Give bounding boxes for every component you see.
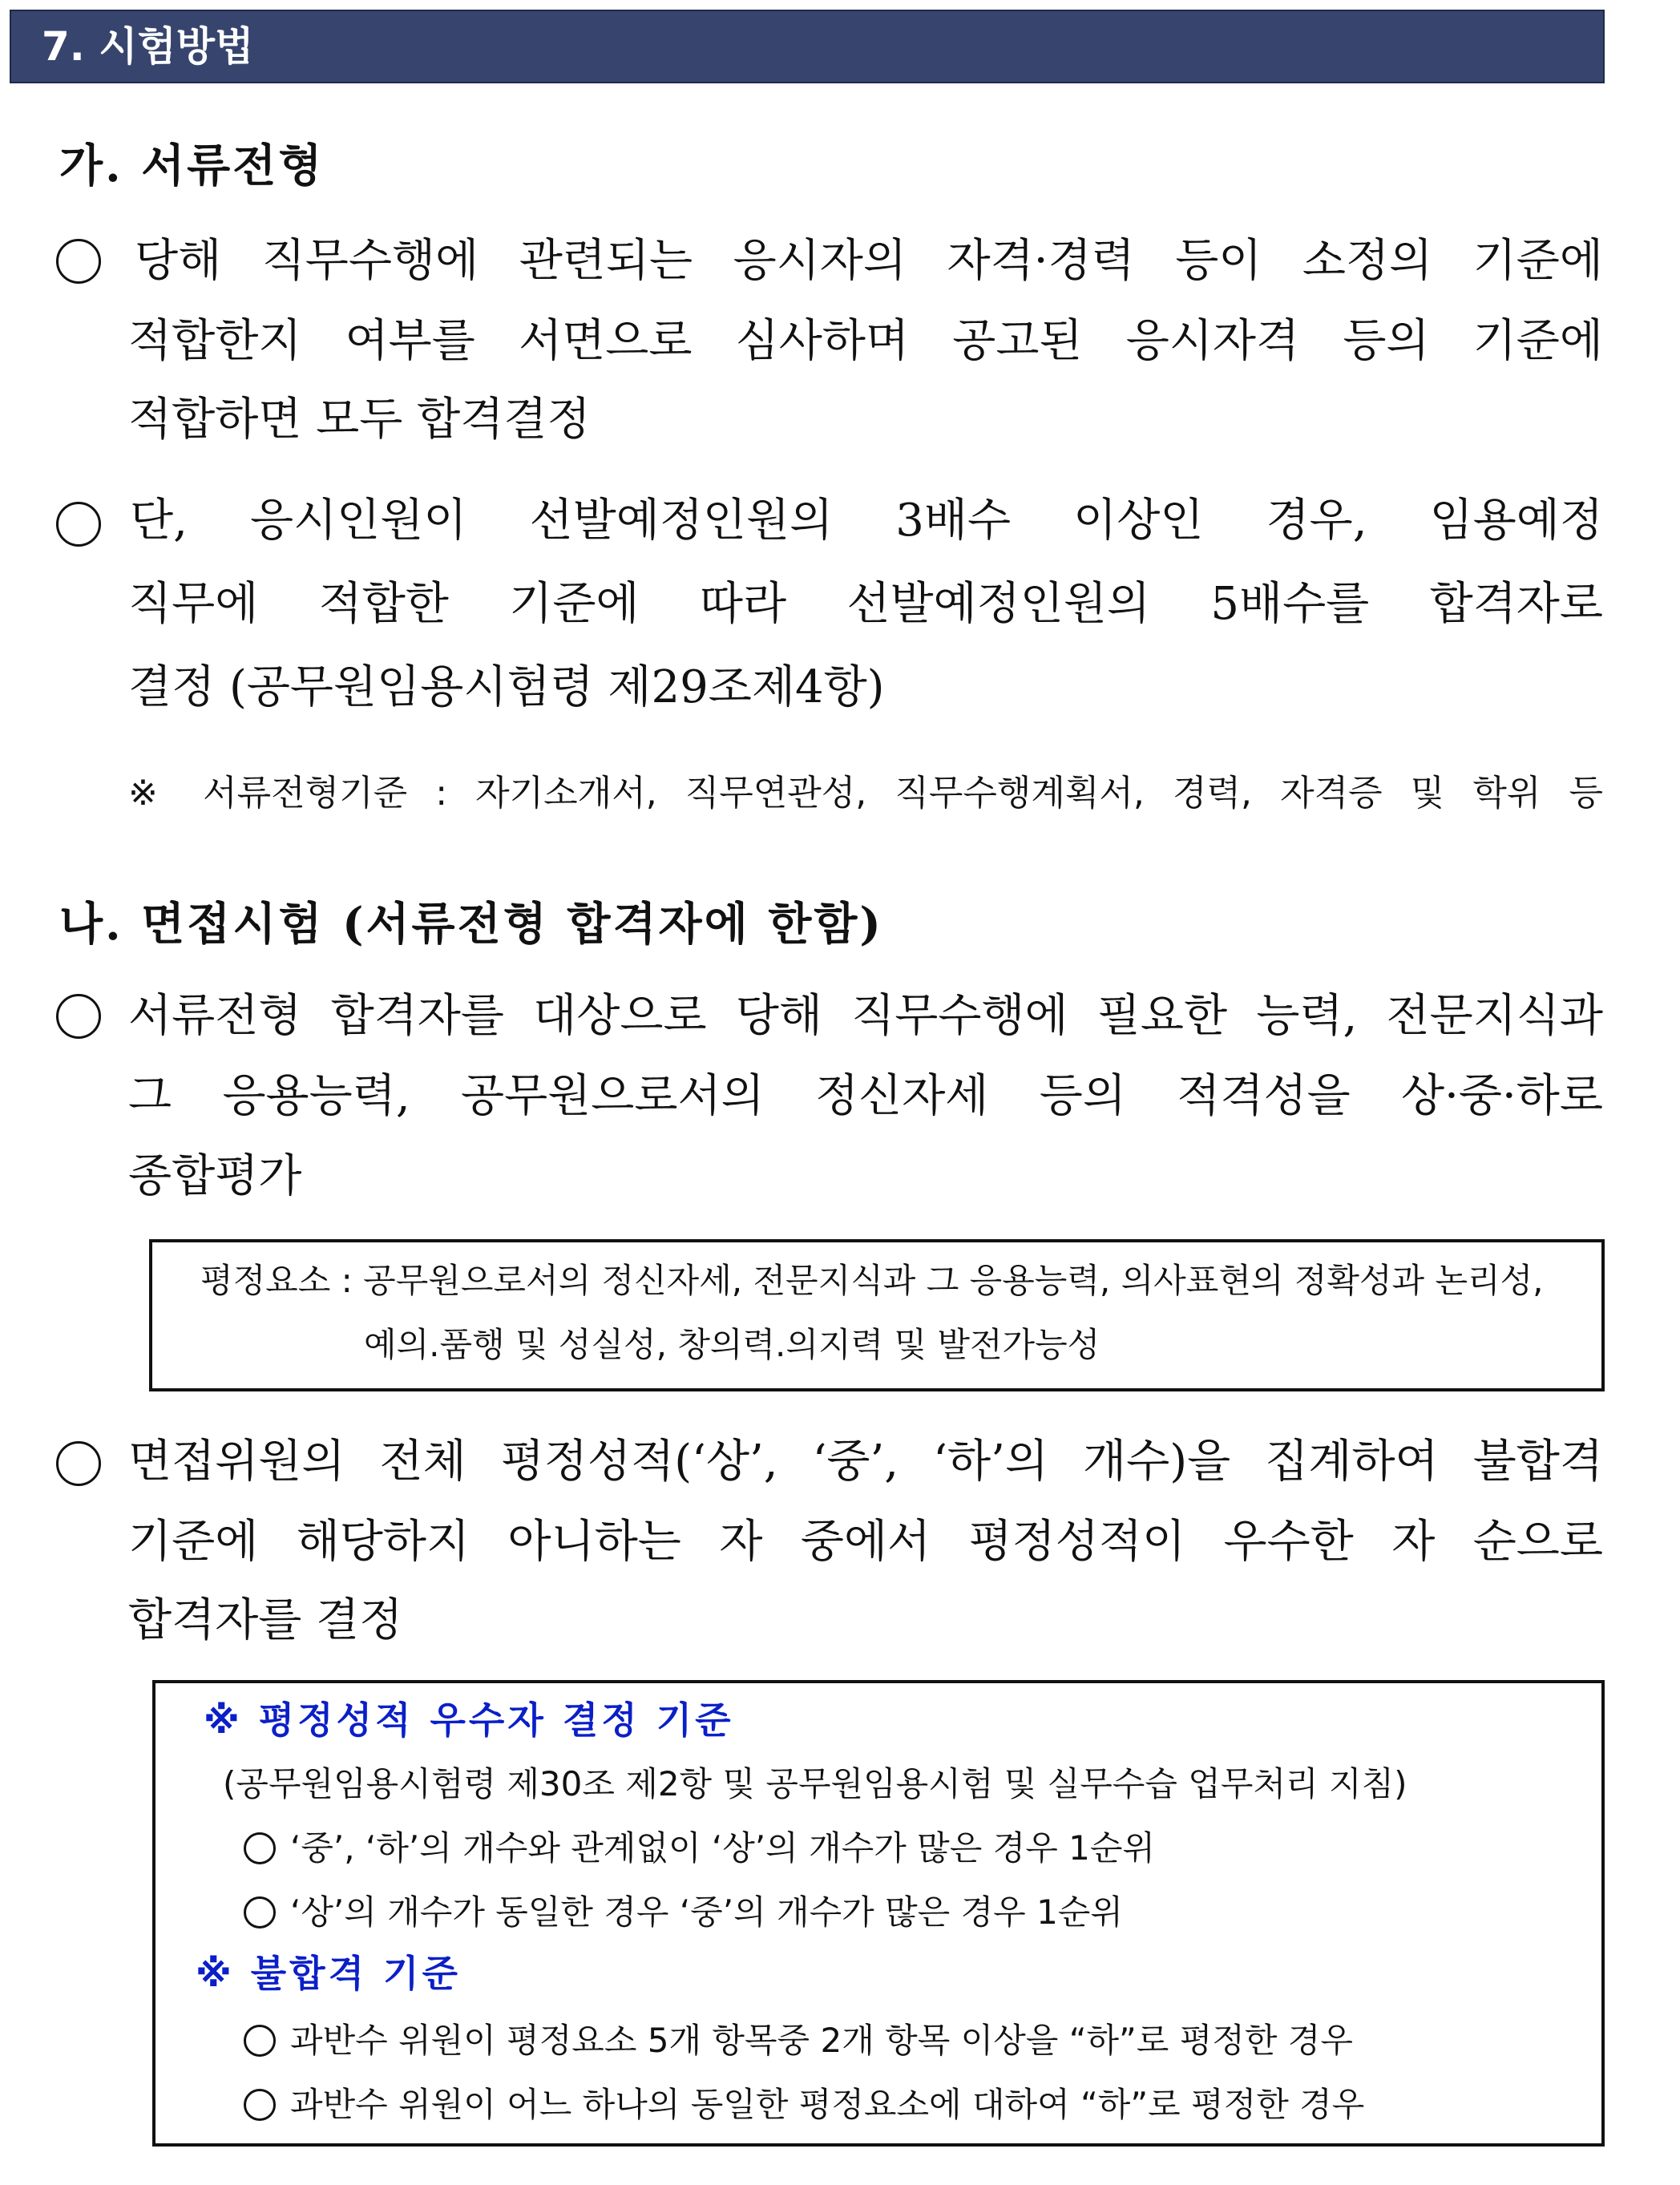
failure-rule: 과반수 위원이 어느 하나의 동일한 평정요소에 대하여 “하”로 평정한 경우: [244, 2082, 1364, 2127]
failure-criteria-title: ※ 불합격 기준: [196, 1952, 461, 1995]
section-title-banner: [10, 10, 1605, 83]
bullet-circle-icon: [56, 994, 101, 1039]
paragraph-line: 적합한지 여부를 서면으로 심사하며 공고된 응시자격 등의 기준에: [128, 315, 1603, 367]
screening-criteria-note: ※ 서류전형기준 : 자기소개서, 직무연관성, 직무수행계획서, 경력, 자격증 및 학위 등: [128, 773, 1603, 814]
bullet-circle-icon: [244, 1832, 276, 1864]
bullet-circle-icon: [244, 2025, 276, 2057]
evaluation-factors-line: 평정요소 : 공무원으로서의 정신자세, 전문지식과 그 응용능력, 의사표현의 정확성과 논리성,: [200, 1261, 1544, 1300]
paragraph-line: 직무에 적합한 기준에 따라 선발예정인원의 5배수를 합격자로: [128, 578, 1603, 630]
paragraph-line: 종합평가: [128, 1150, 302, 1202]
decision-criteria-box: [152, 1680, 1605, 2147]
paragraph-line: 단, 응시인원이 선발예정인원의 3배수 이상인 경우, 임용예정: [130, 495, 1603, 547]
failure-rule: 과반수 위원이 평정요소 5개 항목중 2개 항목 이상을 “하”로 평정한 경우: [244, 2018, 1353, 2063]
decision-source: (공무원임용시험령 제30조 제2항 및 공무원임용시험 및 실무수습 업무처리 지침): [223, 1764, 1407, 1803]
bullet-circle-icon: [56, 1441, 101, 1486]
bullet-circle-icon: [56, 502, 101, 547]
document-screening-heading: 가. 서류전형: [59, 139, 325, 192]
paragraph-line: 당해 직무수행에 관련되는 응시자의 자격·경력 등이 소정의 기준에: [135, 235, 1603, 287]
decision-rule: ‘상’의 개수가 동일한 경우 ‘중’의 개수가 많은 경우 1순위: [244, 1890, 1123, 1935]
paragraph-line: 기준에 해당하지 아니하는 자 중에서 평정성적이 우수한 자 순으로: [128, 1516, 1603, 1568]
interview-heading: 나. 면접시험 (서류전형 합격자에 한함): [59, 898, 883, 951]
decision-rule: ‘중’, ‘하’의 개수와 관계없이 ‘상’의 개수가 많은 경우 1순위: [244, 1826, 1155, 1871]
bullet-circle-icon: [244, 1896, 276, 1929]
evaluation-factors-box: [149, 1239, 1605, 1391]
paragraph-line: 결정 (공무원임용시험령 제29조제4항): [128, 661, 885, 713]
bullet-circle-icon: [56, 239, 101, 284]
superior-decision-title: ※ 평정성적 우수자 결정 기준: [204, 1698, 734, 1742]
section-title: 7. 시험방법: [42, 23, 254, 70]
paragraph-line: 서류전형 합격자를 대상으로 당해 직무수행에 필요한 능력, 전문지식과: [128, 990, 1603, 1042]
paragraph-line: 그 응용능력, 공무원으로서의 정신자세 등의 적격성을 상·중·하로: [128, 1070, 1603, 1122]
bullet-circle-icon: [244, 2089, 276, 2121]
paragraph-line: 합격자를 결정: [128, 1594, 403, 1646]
paragraph-line: 면접위원의 전체 평정성적(‘상’, ‘중’, ‘하’의 개수)을 집계하여 불합격: [128, 1436, 1603, 1488]
paragraph-line: 적합하면 모두 합격결정: [128, 394, 591, 446]
evaluation-factors-line: 예의.품행 및 성실성, 창의력.의지력 및 발전가능성: [364, 1325, 1100, 1364]
